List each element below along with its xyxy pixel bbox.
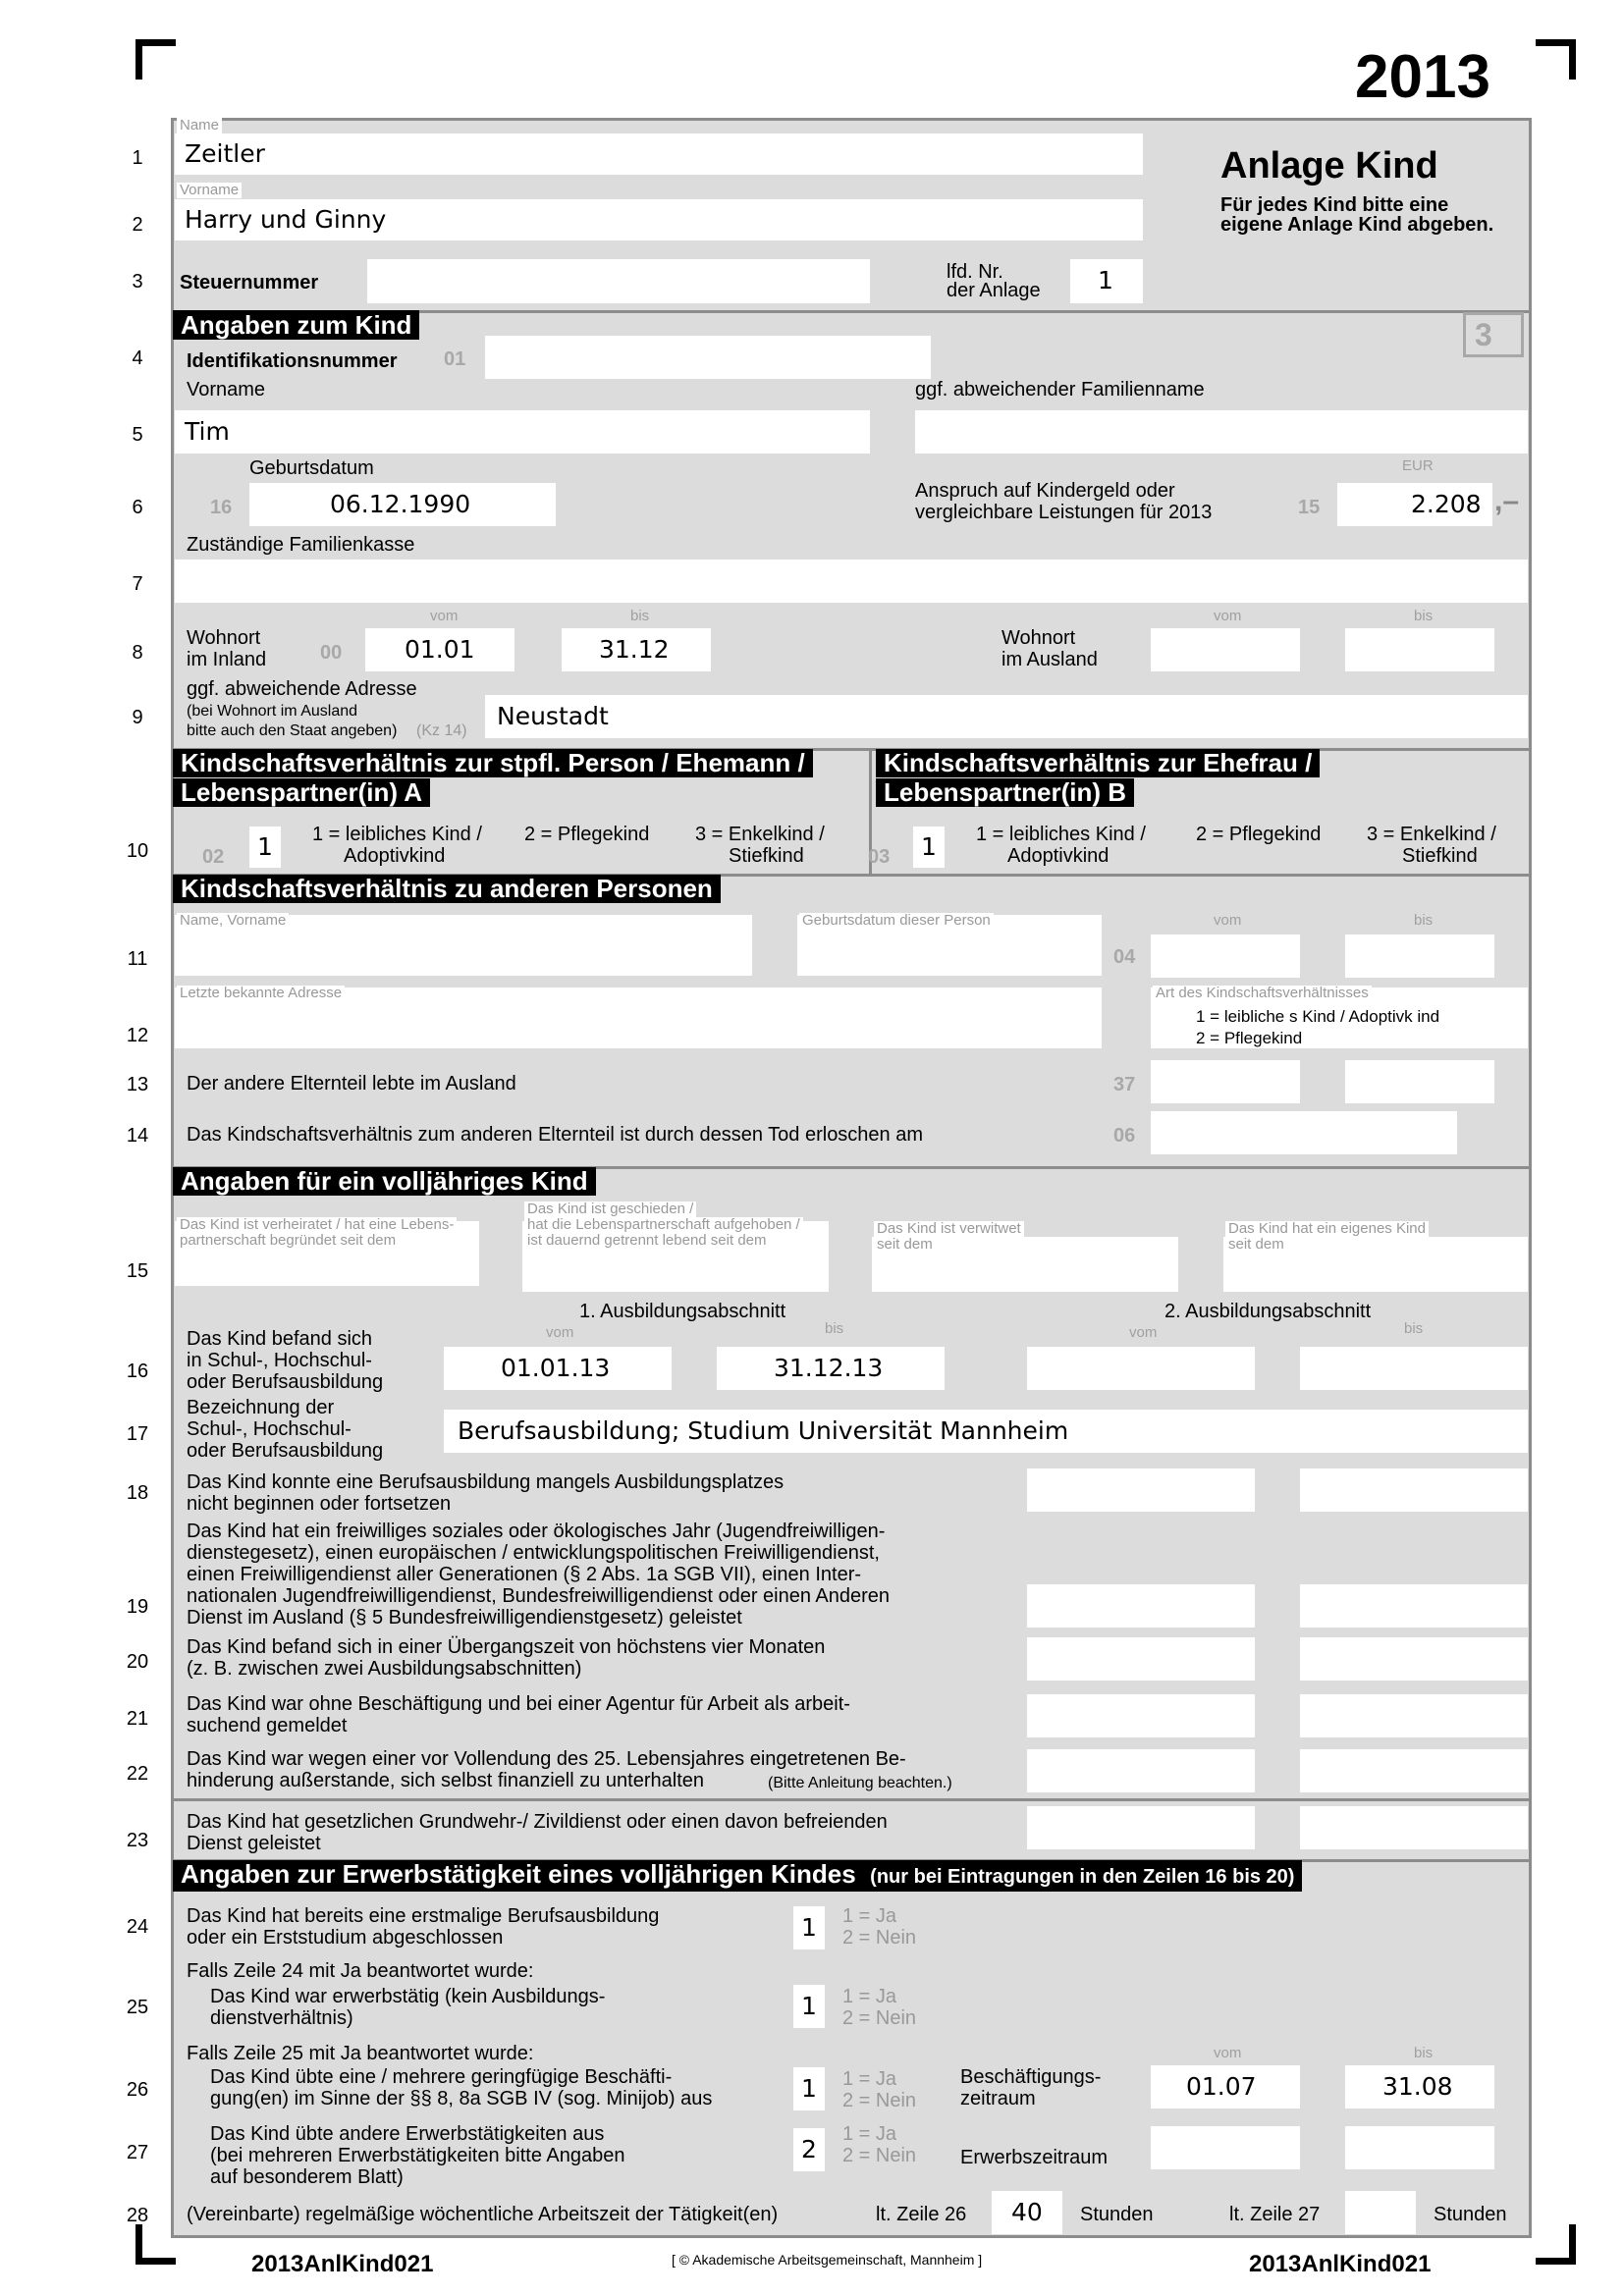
- row20-label-2: (z. B. zwischen zwei Ausbildungsabschnitten): [187, 1658, 582, 1680]
- kz-01: 01: [444, 348, 466, 370]
- ausbildung2-bis-field[interactable]: [1300, 1347, 1528, 1390]
- row24-label-1: Das Kind hat bereits eine erstmalige Berufsausbildung: [187, 1905, 660, 1927]
- page-mark: [1463, 312, 1524, 357]
- name-value: Zeitler: [185, 139, 265, 168]
- ausbildung-bis-label: bis: [825, 1320, 844, 1337]
- line-number: 26: [126, 2079, 149, 2101]
- row19-label-2: dienstegesetz), einen europäischen / entwicklungspolitischen Freiwilligendienst,: [187, 1542, 880, 1564]
- form-code-left: 2013AnlKind021: [251, 2251, 434, 2277]
- row27-opt-nein: 2 = Nein: [842, 2145, 917, 2166]
- kz-03: 03: [868, 846, 891, 868]
- adresse-note-1: (bei Wohnort im Ausland: [187, 703, 358, 720]
- b-opt2: 2 = Pflegekind: [1196, 824, 1322, 845]
- b-value: 1: [921, 832, 937, 861]
- row22-vom-field[interactable]: [1027, 1749, 1255, 1792]
- form-year: 2013: [1355, 43, 1490, 111]
- ausbildung-label-3: oder Berufsausbildung: [187, 1371, 384, 1393]
- row21-bis-field[interactable]: [1300, 1694, 1528, 1737]
- form-subtitle-2: eigene Anlage Kind abgeben.: [1220, 214, 1494, 236]
- row18-label-2: nicht beginnen oder fortsetzen: [187, 1493, 452, 1515]
- corner-mark-bottom-right: [1536, 2224, 1576, 2265]
- row27-label-3: auf besonderem Blatt): [210, 2166, 404, 2188]
- row24-opt-ja: 1 = Ja: [842, 1905, 897, 1927]
- abschnitt-1-label: 1. Ausbildungsabschnitt: [579, 1301, 786, 1322]
- corner-mark-top-left: [135, 39, 176, 80]
- line-number: 16: [126, 1361, 149, 1382]
- lt-zeile-26-label: lt. Zeile 26: [876, 2204, 967, 2225]
- verheiratet-label-1: Das Kind ist verheiratet / hat eine Lebens-: [177, 1217, 457, 1233]
- andere-vom-field[interactable]: [1151, 934, 1300, 978]
- b-opt3-1: 3 = Enkelkind /: [1367, 824, 1496, 845]
- stunden-27-label: Stunden: [1434, 2204, 1507, 2225]
- lfd-nr-value: 1: [1098, 266, 1113, 294]
- line-number: 3: [132, 271, 143, 293]
- inland-label-1: Wohnort: [187, 627, 261, 649]
- art-opt1: 1 = leibliche s Kind / Adoptivk ind: [1196, 1007, 1440, 1026]
- ausbildung2-vom-label: vom: [1129, 1324, 1158, 1341]
- line-number: 17: [126, 1423, 149, 1445]
- line-number: 20: [126, 1651, 149, 1673]
- geburtsdatum-value: 06.12.1990: [330, 490, 471, 518]
- row19-label-3: einen Freiwilligendienst aller Generationen (§ 2 Abs. 1a SGB VII), einen Inter-: [187, 1564, 862, 1585]
- a-opt3-2: Stiefkind: [729, 845, 804, 867]
- inland-vom-label: vom: [430, 608, 459, 624]
- kz-00: 00: [320, 642, 343, 664]
- row18-vom-field[interactable]: [1027, 1468, 1255, 1512]
- row23-label-1: Das Kind hat gesetzlichen Grundwehr-/ Zivildienst oder einen davon befreienden: [187, 1811, 888, 1833]
- falls-24-label: Falls Zeile 24 mit Ja beantwortet wurde:: [187, 1960, 534, 1982]
- row20-label-1: Das Kind befand sich in einer Übergangszeit von höchstens vier Monaten: [187, 1636, 826, 1658]
- form-subtitle-1: Für jedes Kind bitte eine: [1220, 194, 1449, 216]
- row22-label-2: hinderung außerstande, sich selbst finanziell zu unterhalten: [187, 1770, 704, 1791]
- kind-vorname-label: Vorname: [187, 379, 266, 400]
- row27-value: 2: [801, 2135, 817, 2163]
- row24-value: 1: [801, 1913, 817, 1942]
- row19-label-4: nationalen Jugendfreiwilligendienst, Bundesfreiwilligendienst oder einen Anderen: [187, 1585, 891, 1607]
- section-title-b-1: Kindschaftsverhältnis zur Ehefrau /: [876, 749, 1320, 777]
- row19-label-1: Das Kind hat ein freiwilliges soziales oder ökologisches Jahr (Jugendfreiwilligen-: [187, 1521, 886, 1542]
- verwitwet-label-1: Das Kind ist verwitwet: [874, 1221, 1024, 1237]
- adresse-label: ggf. abweichende Adresse: [187, 678, 417, 700]
- row20-vom-field[interactable]: [1027, 1637, 1255, 1681]
- form-code-right: 2013AnlKind021: [1249, 2251, 1432, 2277]
- row25-opt-nein: 2 = Nein: [842, 2007, 917, 2029]
- line-number: 27: [126, 2142, 149, 2163]
- row20-bis-field[interactable]: [1300, 1637, 1528, 1681]
- andere-geburtsdatum-label: Geburtsdatum dieser Person: [799, 913, 994, 929]
- lfd-nr-label-2: der Anlage: [947, 280, 1041, 301]
- b-opt1-1: 1 = leibliches Kind /: [976, 824, 1146, 845]
- zeitraum-bis-label: bis: [1414, 2045, 1434, 2061]
- row22-label-1: Das Kind war wegen einer vor Vollendung des 25. Lebensjahres eingetretenen Be-: [187, 1748, 906, 1770]
- row23-label-2: Dienst geleistet: [187, 1833, 321, 1854]
- zeitraum-label-1: Beschäftigungs-: [960, 2066, 1102, 2088]
- section-title-volljaehrig: Angaben für ein volljähriges Kind: [173, 1167, 596, 1196]
- line-number: 18: [126, 1482, 149, 1504]
- line-number: 24: [126, 1916, 149, 1938]
- row26-value: 1: [801, 2074, 817, 2103]
- anspruch-value: 2.208: [1411, 490, 1482, 518]
- ausbildung-bis-value: 31.12.13: [774, 1354, 884, 1382]
- verwitwet-label-2: seit dem: [874, 1237, 936, 1253]
- line-number: 9: [132, 707, 143, 728]
- inland-bis-label: bis: [630, 608, 650, 624]
- ausland-bis-label: bis: [1414, 608, 1434, 624]
- row26-label-1: Das Kind übte eine / mehrere geringfügige Beschäfti-: [210, 2066, 673, 2088]
- row26-opt-nein: 2 = Nein: [842, 2090, 917, 2111]
- adresse-field[interactable]: [485, 695, 1528, 738]
- anspruch-label-1: Anspruch auf Kindergeld oder: [915, 480, 1175, 502]
- copyright: [ © Akademische Arbeitsgemeinschaft, Mannheim ]: [672, 2252, 983, 2268]
- line-number: 2: [132, 214, 143, 236]
- line-number: 25: [126, 1997, 149, 2018]
- inland-vom-value: 01.01: [405, 635, 475, 664]
- zeitraum-bis-value: 31.08: [1382, 2072, 1453, 2101]
- lfd-nr-label-1: lfd. Nr.: [947, 261, 1003, 283]
- line-number: 1: [132, 147, 143, 169]
- row19-label-5: Dienst im Ausland (§ 5 Bundesfreiwilligendienstgesetz) geleistet: [187, 1607, 742, 1629]
- art-label: Art des Kindschaftsverhältnisses: [1153, 986, 1372, 1001]
- bezeichnung-label-3: oder Berufsausbildung: [187, 1440, 384, 1462]
- line-number: 15: [126, 1260, 149, 1282]
- bezeichnung-label-1: Bezeichnung der: [187, 1397, 335, 1418]
- row22-bis-field[interactable]: [1300, 1749, 1528, 1792]
- row25-opt-ja: 1 = Ja: [842, 1986, 897, 2007]
- zeitraum-vom-label: vom: [1214, 2045, 1242, 2061]
- line-number: 21: [126, 1708, 149, 1730]
- page-mark-number: 3: [1475, 317, 1492, 352]
- ausbildung2-vom-field[interactable]: [1027, 1347, 1255, 1390]
- line-number: 28: [126, 2205, 149, 2226]
- ausbildung2-bis-label: bis: [1404, 1320, 1424, 1337]
- kind-vorname-field[interactable]: [175, 410, 870, 454]
- kz-06: 06: [1113, 1125, 1136, 1147]
- row23-vom-field[interactable]: [1027, 1806, 1255, 1849]
- familienname-label: ggf. abweichender Familienname: [915, 379, 1205, 400]
- geschieden-label-3: ist dauernd getrennt lebend seit dem: [524, 1233, 770, 1249]
- line-number: 6: [132, 497, 143, 518]
- row21-label-2: suchend gemeldet: [187, 1715, 348, 1736]
- adresse-value: Neustadt: [497, 702, 609, 730]
- section-title-andere: Kindschaftsverhältnis zu anderen Personen: [173, 875, 721, 903]
- lt-zeile-27-field[interactable]: [1345, 2191, 1416, 2234]
- bezeichnung-label-2: Schul-, Hochschul-: [187, 1418, 352, 1440]
- ausland-vom-label: vom: [1214, 608, 1242, 624]
- corner-mark-top-right: [1536, 39, 1576, 80]
- ausland-elternteil-bis-field[interactable]: [1345, 1060, 1494, 1103]
- erwerbszeitraum-bis-field[interactable]: [1345, 2126, 1494, 2169]
- row24-label-2: oder ein Erststudium abgeschlossen: [187, 1927, 504, 1949]
- ausbildung-label-2: in Schul-, Hochschul-: [187, 1350, 372, 1371]
- line-number: 7: [132, 573, 143, 595]
- steuernummer-label: Steuernummer: [180, 272, 319, 294]
- zeitraum-label-2: zeitraum: [960, 2088, 1036, 2109]
- row24-opt-nein: 2 = Nein: [842, 1927, 917, 1949]
- line-number: 12: [126, 1025, 149, 1046]
- section-title-erwerb-main: Angaben zur Erwerbstätigkeit eines volljährigen Kindes: [181, 1859, 856, 1889]
- eur-label: EUR: [1402, 457, 1434, 474]
- row23-bis-field[interactable]: [1300, 1806, 1528, 1849]
- row22-note: (Bitte Anleitung beachten.): [768, 1775, 952, 1791]
- falls-25-label: Falls Zeile 25 mit Ja beantwortet wurde:: [187, 2043, 534, 2064]
- line-number: 4: [132, 347, 143, 369]
- a-opt1-1: 1 = leibliches Kind /: [312, 824, 482, 845]
- geburtsdatum-label: Geburtsdatum: [249, 457, 374, 479]
- identifikationsnummer-label: Identifikationsnummer: [187, 350, 398, 372]
- kz-37: 37: [1113, 1074, 1136, 1095]
- kz-02: 02: [202, 846, 225, 868]
- a-value: 1: [257, 832, 273, 861]
- kz-04: 04: [1113, 946, 1136, 968]
- eigenes-kind-label-1: Das Kind hat ein eigenes Kind: [1225, 1221, 1429, 1237]
- line-number: 5: [132, 424, 143, 446]
- row19-vom-field[interactable]: [1027, 1584, 1255, 1628]
- lt-zeile-27-label: lt. Zeile 27: [1229, 2204, 1321, 2225]
- steuernummer-field[interactable]: [367, 259, 870, 303]
- name-field[interactable]: [175, 133, 1143, 175]
- row18-label-1: Das Kind konnte eine Berufsausbildung mangels Ausbildungsplatzes: [187, 1471, 785, 1493]
- eigenes-kind-label-2: seit dem: [1225, 1237, 1287, 1253]
- ausland-label-2: im Ausland: [1001, 649, 1098, 670]
- row26-label-2: gung(en) im Sinne der §§ 8, 8a SGB IV (sog. Minijob) aus: [210, 2088, 713, 2109]
- andere-bis-field[interactable]: [1345, 934, 1494, 978]
- familienkasse-field[interactable]: [175, 560, 1528, 603]
- section-title-erwerb: [173, 1860, 1302, 1892]
- form-title: Anlage Kind: [1220, 145, 1438, 187]
- line-number: 22: [126, 1763, 149, 1785]
- andere-name-label: Name, Vorname: [177, 913, 289, 929]
- line-number: 23: [126, 1830, 149, 1851]
- tod-datum-field[interactable]: [1151, 1111, 1457, 1154]
- b-opt1-2: Adoptivkind: [1007, 845, 1110, 867]
- line-number: 10: [126, 840, 149, 862]
- lt-zeile-26-value: 40: [1011, 2198, 1043, 2226]
- geschieden-label-1: Das Kind ist geschieden /: [524, 1201, 696, 1217]
- adresse-note-2: bitte auch den Staat angeben): [187, 722, 398, 739]
- kz-15: 15: [1298, 497, 1321, 518]
- line-number: 13: [126, 1074, 149, 1095]
- section-title-a-1: Kindschaftsverhältnis zur stpfl. Person / Ehemann /: [173, 749, 813, 777]
- familienname-field[interactable]: [915, 410, 1528, 454]
- row25-label-2: dienstverhältnis): [210, 2007, 353, 2029]
- adresse-kz: (Kz 14): [416, 722, 467, 739]
- section-title-a-2: Lebenspartner(in) A: [173, 778, 430, 807]
- divider: [171, 1798, 1532, 1801]
- a-opt3-1: 3 = Enkelkind /: [695, 824, 825, 845]
- a-opt2: 2 = Pflegekind: [524, 824, 650, 845]
- row21-label-1: Das Kind war ohne Beschäftigung und bei einer Agentur für Arbeit als arbeit-: [187, 1693, 850, 1715]
- vorname-value: Harry und Ginny: [185, 205, 387, 234]
- anspruch-label-2: vergleichbare Leistungen für 2013: [915, 502, 1213, 523]
- art-opt2: 2 = Pflegekind: [1196, 1029, 1303, 1047]
- name-label: Name: [177, 118, 222, 133]
- erwerbszeitraum-label: Erwerbszeitraum: [960, 2147, 1109, 2168]
- identifikationsnummer-field[interactable]: [485, 336, 931, 379]
- andere-vom-label: vom: [1214, 912, 1242, 929]
- ausland-elternteil-vom-field[interactable]: [1151, 1060, 1300, 1103]
- kz-16: 16: [210, 497, 233, 518]
- abschnitt-2-label: 2. Ausbildungsabschnitt: [1164, 1301, 1372, 1322]
- inland-label-2: im Inland: [187, 649, 267, 670]
- andere-ausland-label: Der andere Elternteil lebte im Ausland: [187, 1073, 516, 1095]
- ausland-bis-field[interactable]: [1345, 628, 1494, 671]
- line-number: 8: [132, 642, 143, 664]
- line-number: 19: [126, 1596, 149, 1618]
- ausbildung-vom-label: vom: [546, 1324, 574, 1341]
- bezeichnung-value: Berufsausbildung; Studium Universität Mannheim: [458, 1416, 1069, 1445]
- row21-vom-field[interactable]: [1027, 1694, 1255, 1737]
- row28-label: (Vereinbarte) regelmäßige wöchentliche Arbeitszeit der Tätigkeit(en): [187, 2204, 779, 2225]
- ausbildung-label-1: Das Kind befand sich: [187, 1328, 373, 1350]
- ausland-vom-field[interactable]: [1151, 628, 1300, 671]
- ausland-label-1: Wohnort: [1001, 627, 1076, 649]
- b-opt3-2: Stiefkind: [1402, 845, 1478, 867]
- stunden-26-label: Stunden: [1080, 2204, 1154, 2225]
- row27-label-1: Das Kind übte andere Erwerbstätigkeiten aus: [210, 2123, 605, 2145]
- section-title-erwerb-note: (nur bei Eintragungen in den Zeilen 16 bis 20): [870, 1866, 1295, 1888]
- a-opt1-2: Adoptivkind: [344, 845, 446, 867]
- kind-vorname-value: Tim: [185, 417, 230, 446]
- corner-mark-bottom-left: [135, 2224, 176, 2265]
- row25-value: 1: [801, 1992, 817, 2020]
- andere-adresse-label: Letzte bekannte Adresse: [177, 986, 345, 1001]
- andere-bis-label: bis: [1414, 912, 1434, 929]
- inland-bis-value: 31.12: [599, 635, 670, 664]
- row27-opt-ja: 1 = Ja: [842, 2123, 897, 2145]
- line-number: 14: [126, 1125, 149, 1147]
- ausbildung-vom-value: 01.01.13: [501, 1354, 611, 1382]
- vorname-label: Vorname: [177, 183, 242, 198]
- section-title-angaben-zum-kind: Angaben zum Kind: [173, 310, 419, 340]
- tod-label: Das Kindschaftsverhältnis zum anderen Elternteil ist durch dessen Tod erloschen am: [187, 1124, 924, 1146]
- section-title-b-2: Lebenspartner(in) B: [876, 778, 1134, 807]
- geschieden-label-2: hat die Lebenspartnerschaft aufgehoben /: [524, 1217, 803, 1233]
- row27-label-2: (bei mehreren Erwerbstätigkeiten bitte Angaben: [210, 2145, 625, 2166]
- familienkasse-label: Zuständige Familienkasse: [187, 534, 415, 556]
- verheiratet-label-2: partnerschaft begründet seit dem: [177, 1233, 399, 1249]
- row26-opt-ja: 1 = Ja: [842, 2068, 897, 2090]
- anspruch-suffix: ,–: [1494, 485, 1520, 517]
- erwerbszeitraum-vom-field[interactable]: [1151, 2126, 1300, 2169]
- row18-bis-field[interactable]: [1300, 1468, 1528, 1512]
- row19-bis-field[interactable]: [1300, 1584, 1528, 1628]
- zeitraum-vom-value: 01.07: [1186, 2072, 1257, 2101]
- row25-label-1: Das Kind war erwerbstätig (kein Ausbildungs-: [210, 1986, 606, 2007]
- line-number: 11: [127, 948, 148, 970]
